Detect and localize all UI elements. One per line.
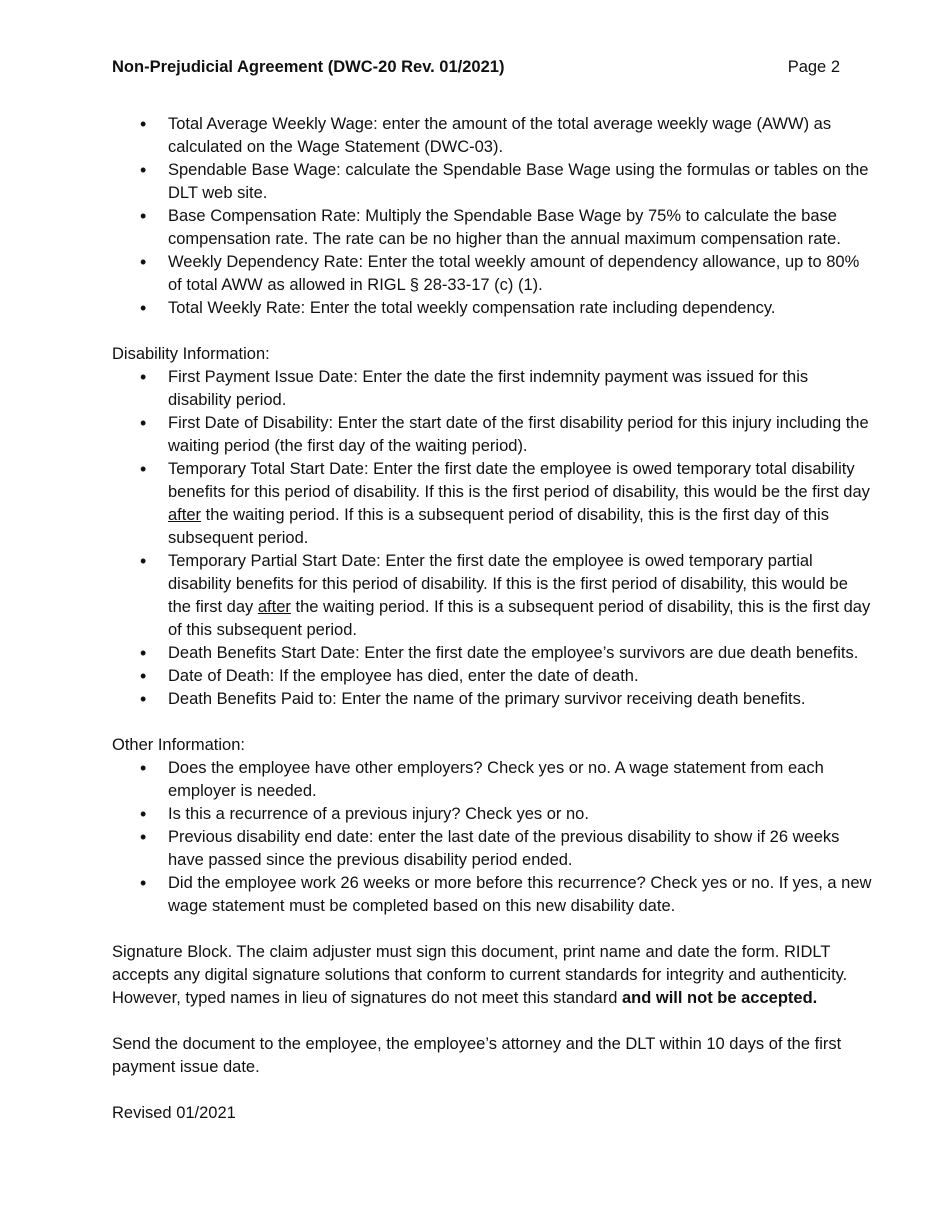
list-item: • Death Benefits Paid to: Enter the name of the primary survivor receiving death benefits. bbox=[112, 688, 872, 711]
text-run: Temporary Total Start Date: Enter the first date the employee is owed temporary total disability benefits for this period of disability. If this is the first period of disability, this would be the first day bbox=[168, 460, 870, 501]
underlined-text: after bbox=[168, 506, 202, 524]
text-run: Temporary Partial Start Date: Enter the first date the employee is owed temporary partial disability benefits for this period of disability. If this is the first period of disability, this would be the first day bbox=[168, 552, 848, 616]
list-item: • Is this a recurrence of a previous injury? Check yes or no. bbox=[112, 803, 872, 826]
list-item: • Weekly Dependency Rate: Enter the total weekly amount of dependency allowance, up to 80% of total AWW as allowed in RIGL § 28-33-17 (c) (1). bbox=[112, 251, 872, 297]
list-item: • Previous disability end date: enter the last date of the previous disability to show if 26 weeks have passed since the previous disability period ended. bbox=[112, 826, 872, 872]
document-title: Non-Prejudicial Agreement (DWC-20 Rev. 01/2021) bbox=[112, 58, 505, 76]
other-list bbox=[112, 757, 872, 918]
text-run: the waiting period. If this is a subsequent period of disability, this is the first day of this subsequent period. bbox=[168, 506, 829, 547]
section-heading-disability: Disability Information: bbox=[112, 345, 270, 363]
disability-list bbox=[112, 366, 872, 711]
section-heading-other: Other Information: bbox=[112, 736, 245, 754]
list-item: • First Date of Disability: Enter the start date of the first disability period for this injury including the waiting period (the first day of the waiting period). bbox=[112, 412, 872, 458]
list-item: • Does the employee have other employers? Check yes or no. A wage statement from each employer is needed. bbox=[112, 757, 872, 803]
list-item: • Spendable Base Wage: calculate the Spendable Base Wage using the formulas or tables on the DLT web site. bbox=[112, 159, 872, 205]
list-item bbox=[112, 458, 872, 550]
underlined-text: after bbox=[257, 598, 291, 616]
send-paragraph: Send the document to the employee, the employee’s attorney and the DLT within 10 days of the first payment issue date. bbox=[112, 1035, 842, 1076]
list-item: • First Payment Issue Date: Enter the date the first indemnity payment was issued for this disability period. bbox=[112, 366, 872, 412]
wage-list bbox=[112, 113, 872, 320]
text-run: Signature Block. The claim adjuster must sign this document, print name and date the form. RIDLT accepts any digital signature solutions that conform to current standards for integrity and authenticity. However, typed names in lieu of signatures do not meet this standard bbox=[112, 943, 848, 1007]
list-item: • Date of Death: If the employee has died, enter the date of death. bbox=[112, 665, 872, 688]
bold-text: and will not be accepted. bbox=[621, 989, 818, 1007]
list-item bbox=[112, 550, 872, 642]
list-item: • Total Weekly Rate: Enter the total weekly compensation rate including dependency. bbox=[112, 297, 872, 320]
document-body bbox=[112, 113, 872, 1125]
text-run: the waiting period. If this is a subsequent period of disability, this is the first day of this subsequent period. bbox=[168, 598, 871, 639]
revision-note: Revised 01/2021 bbox=[112, 1104, 236, 1122]
list-item: • Death Benefits Start Date: Enter the first date the employee’s survivors are due death benefits. bbox=[112, 642, 872, 665]
page-number: Page 2 bbox=[787, 58, 840, 76]
signature-paragraph bbox=[112, 941, 872, 1010]
list-item: • Total Average Weekly Wage: enter the amount of the total average weekly wage (AWW) as calculated on the Wage Statement (DWC-03). bbox=[112, 113, 872, 159]
page-header bbox=[112, 56, 842, 79]
list-item: • Did the employee work 26 weeks or more before this recurrence? Check yes or no. If yes, a new wage statement must be completed based on this new disability date. bbox=[112, 872, 872, 918]
list-item: • Base Compensation Rate: Multiply the Spendable Base Wage by 75% to calculate the base compensation rate. The rate can be no higher than the annual maximum compensation rate. bbox=[112, 205, 872, 251]
